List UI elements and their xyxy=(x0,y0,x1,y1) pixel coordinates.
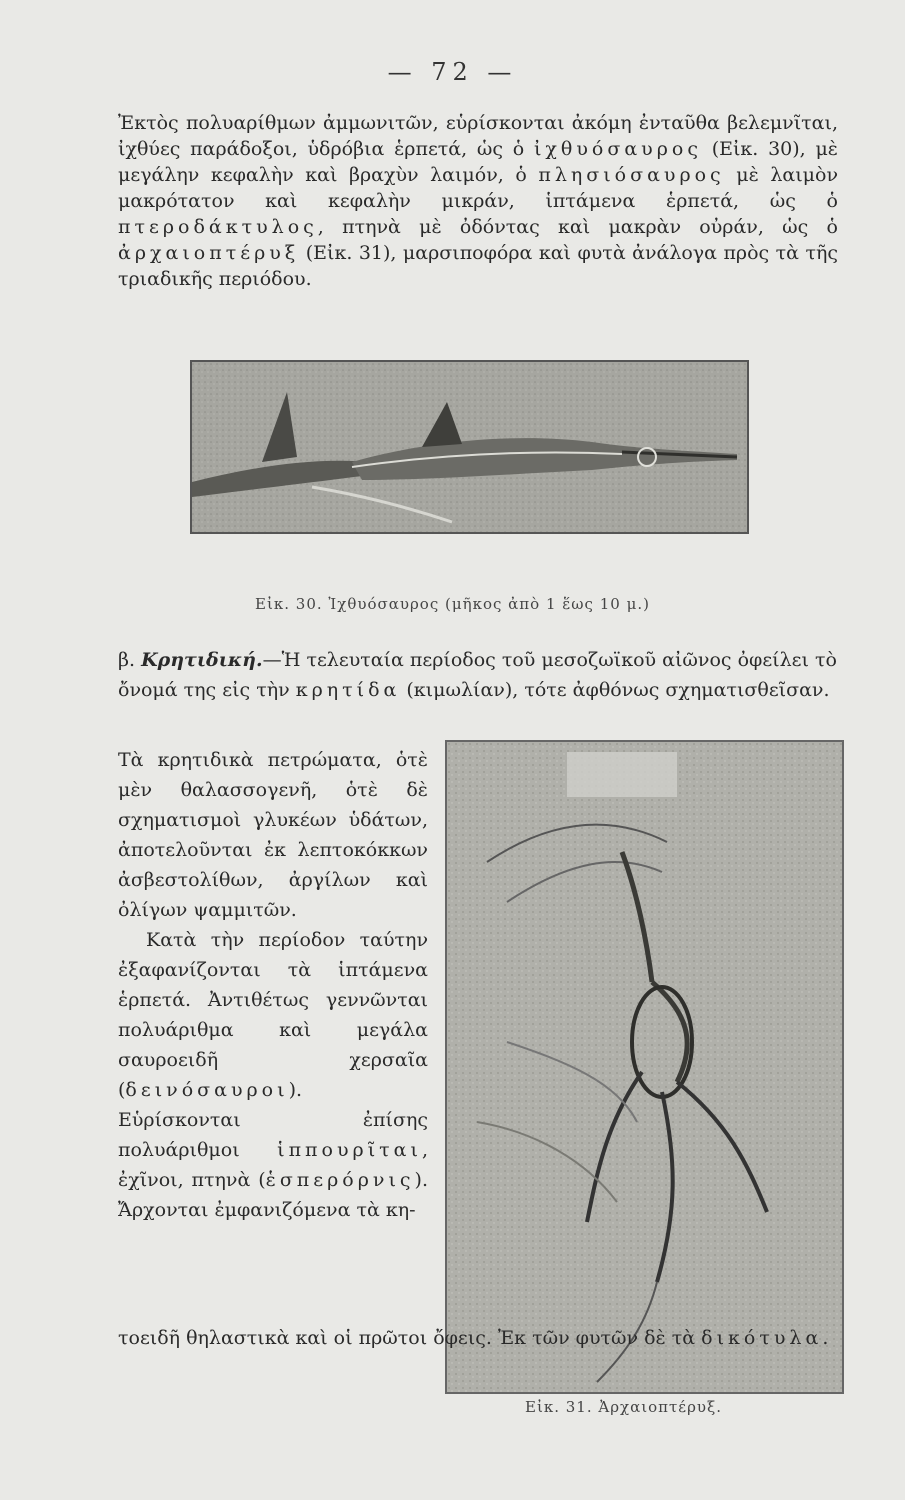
intro-text-3: μὲ λαιμὸν μακρότατον καὶ κεφαλὴν μικράν, ἱπτάμενα ἑρπετά, ὡς ὁ xyxy=(118,164,838,212)
section-number: β. xyxy=(118,649,136,671)
bottom-paragraph xyxy=(118,1322,848,1354)
intro-text-5: (Εἰκ. 31), μαρσιποφόρα καὶ φυτὰ ἀνάλογα πρὸς τὰ τῆς τριαδικῆς περιόδου. xyxy=(118,242,838,290)
left-text-column xyxy=(118,745,428,1225)
section-text-1: —Ἡ τελευταία περίοδος τοῦ μεσοζωϊκοῦ αἰῶνος ὀφείλει τὸ ὄνομά της εἰς τὴν xyxy=(118,649,837,701)
fauna-text-3: , ἐχῖνοι, πτηνὰ ( xyxy=(118,1139,428,1191)
section-title: Κρητιδική. xyxy=(141,649,263,671)
term-dinosaurs: δεινόσαυροι xyxy=(125,1079,289,1101)
bottom-text-1: τοειδῆ θηλαστικὰ καὶ οἱ πρῶτοι ὄφεις. Ἐκ τῶν φυτῶν δὲ τὰ xyxy=(118,1327,702,1349)
figure-31-caption: Εἰκ. 31. Ἀρχαιοπτέρυξ. xyxy=(525,1398,723,1416)
intro-text-1: Ἐκτὸς πολυαρίθμων ἀμμωνιτῶν, εὑρίσκονται ἀκόμη ἐνταῦθα βελεμνῖται, ἰχθύες παράδοξοι, ὑδρόβια ἑρπετά, ὡς ὁ xyxy=(118,112,838,160)
figure-30-caption: Εἰκ. 30. Ἰχθυόσαυρος (μῆκος ἀπὸ 1 ἕως 10 μ.) xyxy=(255,595,650,613)
term-ichthyosaurus: ἰχθυόσαυρος xyxy=(533,138,702,160)
fauna-text-2: ). Εὑρίσκονται ἐπίσης πολυάριθμοι xyxy=(118,1079,428,1161)
ichthyosaurus-fossil-image xyxy=(190,360,749,534)
archaeopteryx-fossil-image xyxy=(445,740,844,1394)
section-cretaceous-heading xyxy=(118,645,848,705)
fauna-text-1: Κατὰ τὴν περίοδον ταύτην ἐξαφανίζονται τὰ ἱπτάμενα ἑρπετά. Ἀντιθέτως γεννῶνται πολυάριθμα καὶ μεγάλα σαυροειδῆ χερσαῖα ( xyxy=(118,929,428,1101)
intro-paragraph xyxy=(118,110,838,292)
term-archaeopteryx: ἀρχαιοπτέρυξ xyxy=(118,242,300,264)
paragraph-fauna xyxy=(118,925,428,1225)
term-hippurites: ἱππουρῖται xyxy=(277,1139,422,1161)
bottom-text-2: . xyxy=(822,1327,829,1349)
section-text-2: (κιμωλίαν), τότε ἀφθόνως σχηματισθεῖσαν. xyxy=(400,679,830,701)
term-kretida: κρητίδα xyxy=(295,679,401,701)
term-hesperornis: ἑσπερόρνις xyxy=(265,1169,415,1191)
term-dicotyledons: δικότυλα xyxy=(701,1327,823,1349)
term-plesiosaurus: πλησιόσαυρος xyxy=(538,164,725,186)
paragraph-rocks: Τὰ κρητιδικὰ πετρώματα, ὁτὲ μὲν θαλασσογενῆ, ὁτὲ δὲ σχηματισμοὶ γλυκέων ὑδάτων, ἀποτελοῦνται ἐκ λεπτοκόκκων ἀσβεστολίθων, ἀργίλων καὶ ὀλίγων ψαμμιτῶν. xyxy=(118,749,428,921)
intro-text-2: (Εἰκ. 30), μὲ μεγάλην κεφαλὴν καὶ βραχὺν λαιμόν, ὁ xyxy=(118,138,838,186)
fauna-text-4: ). Ἄρχονται ἐμφανιζόμενα τὰ κη- xyxy=(118,1169,428,1221)
intro-text-4: , πτηνὰ μὲ ὀδόντας καὶ μακρὰν οὐράν, ὡς ὁ xyxy=(317,216,838,238)
term-pterodactyl: πτεροδάκτυλος xyxy=(118,216,318,238)
page-number: — 72 — xyxy=(387,58,518,86)
